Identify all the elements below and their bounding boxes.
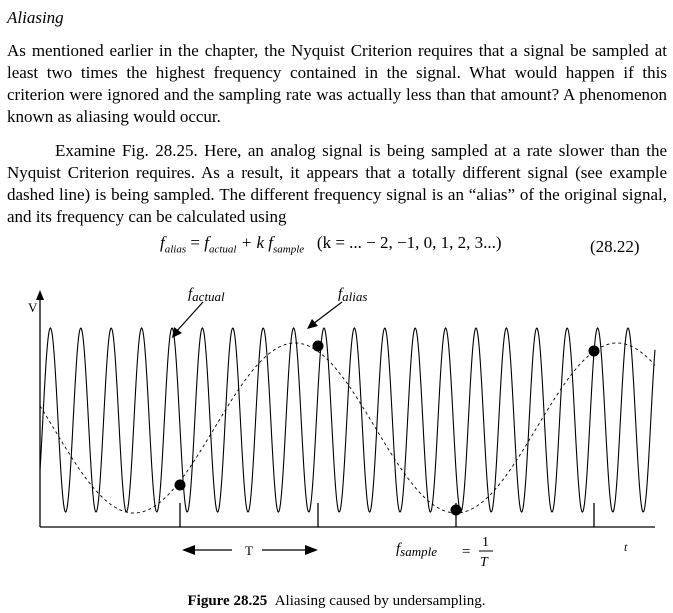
sample-point-1 bbox=[175, 480, 186, 491]
paragraph-2: Examine Fig. 28.25. Here, an analog signal is being sampled at a rate slower than the Nyquist Criterion requires. As a result, it appears that a totally different signal (see example dashed line) is being sampled. The different frequency signal is an “alias” of the original signal, and its frequency can be calculated using bbox=[7, 141, 667, 226]
k-range: (k = ... − 2, −1, 0, 1, 2, 3...) bbox=[316, 233, 502, 252]
label-f-actual: factual bbox=[188, 286, 225, 304]
figure-caption: Figure 28.25 Aliasing caused by undersampling. bbox=[187, 593, 486, 609]
sample-rate-equals: = bbox=[462, 544, 471, 560]
t-axis-label: t bbox=[624, 540, 628, 554]
v-axis-label: V bbox=[28, 300, 38, 315]
sample-point-2 bbox=[313, 341, 324, 352]
equation-28-22: $f_{alias} = f_{actual} + k$ $f_{sample}$ (k = ... − 2, −1, 0, 1, 2, 3...) bbox=[160, 233, 502, 256]
arrow-alias bbox=[313, 302, 342, 324]
equation-number: (28.22) bbox=[590, 237, 640, 256]
sample-rate-label: fsample bbox=[396, 541, 438, 559]
paragraph-1: As mentioned earlier in the chapter, the Nyquist Criterion requires that a signal be sampled at least two times the highest frequency contained in the signal. What would happen if this criterion were ignored and the sampling rate was actually less than that amount? A phenomenon known as aliasing would occur. bbox=[7, 41, 667, 126]
sample-point-4 bbox=[589, 346, 600, 357]
aliasing-figure bbox=[0, 278, 673, 588]
fraction-numerator: 1 bbox=[482, 535, 489, 550]
fraction-denominator: T bbox=[480, 555, 488, 570]
v-axis-arrowhead bbox=[36, 290, 44, 300]
section-heading: Aliasing bbox=[7, 8, 64, 27]
label-f-alias: falias bbox=[338, 286, 368, 304]
sample-point-3 bbox=[451, 505, 462, 516]
arrow-actual bbox=[176, 302, 203, 332]
actual-signal-wave bbox=[40, 328, 655, 512]
period-arrow-left-head bbox=[182, 545, 195, 555]
arrow-actual-head bbox=[172, 327, 182, 338]
period-arrow-right-head bbox=[305, 545, 318, 555]
arrow-alias-head bbox=[307, 319, 318, 329]
period-label: T bbox=[245, 543, 253, 558]
